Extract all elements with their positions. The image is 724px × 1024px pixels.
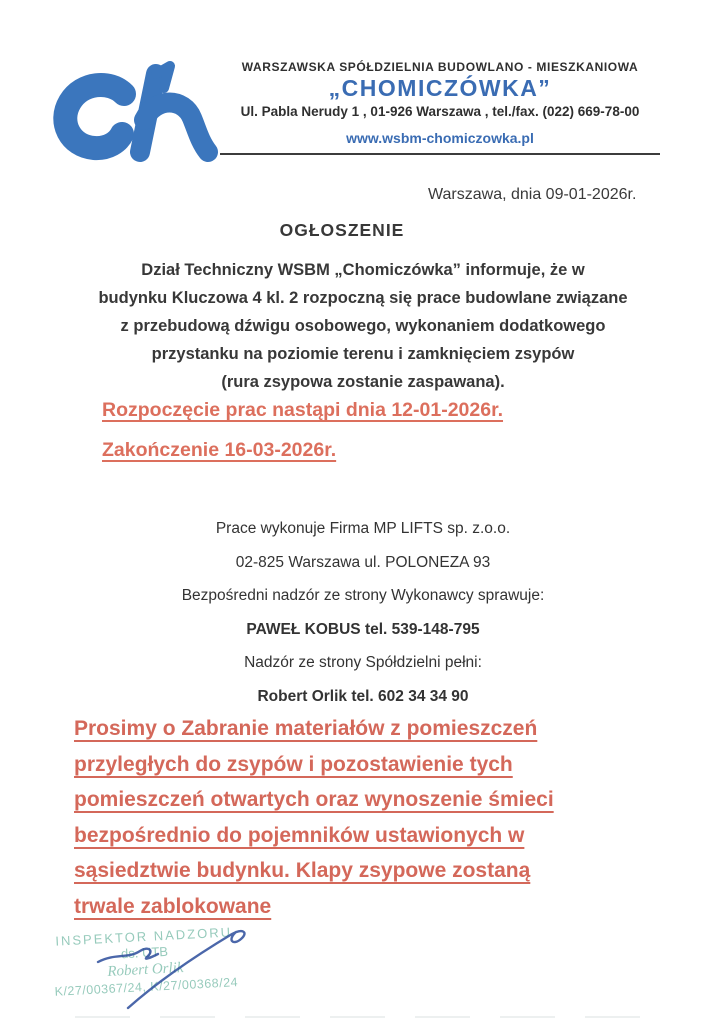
- notice-line: trwale zablokowane: [74, 894, 272, 918]
- contractor-line: Bezpośredni nadzór ze strony Wykonawcy sprawuje:: [181, 587, 545, 604]
- stamp-name-line: Robert Orlik: [106, 960, 184, 980]
- intro-line: budynku Kluczowa 4 kl. 2 rozpoczną się prace budowlane związane: [98, 289, 628, 307]
- document-title: OGŁOSZENIE: [279, 220, 405, 240]
- works-start-date-line: Rozpoczęcie prac nastąpi dnia 12-01-2026r.: [102, 399, 504, 421]
- notice-line: pomieszczeń otwartych oraz wynoszenie śmieci: [74, 788, 554, 811]
- org-name: „CHOMICZÓWKA”: [328, 75, 552, 101]
- contractor-supervisor-line: PAWEŁ KOBUS tel. 539-148-795: [246, 620, 480, 638]
- dateline: Warszawa, dnia 09-01-2026r.: [428, 186, 637, 203]
- intro-line: z przebudową dźwigu osobowego, wykonaniem dodatkowego: [120, 317, 606, 335]
- notice-line: Prosimy o Zabranie materiałów z pomieszczeń: [74, 717, 538, 740]
- handwritten-signature: [70, 912, 290, 1020]
- stamp-role-line: INSPEKTOR NADZORU: [55, 924, 233, 949]
- letterhead: [220, 60, 660, 155]
- org-address: Ul. Pabla Nerudy 1 , 01-926 Warszawa , tel./fax. (022) 669-78-00: [240, 104, 640, 119]
- intro-line: Dział Techniczny WSBM „Chomiczówka” informuje, że w: [141, 261, 585, 279]
- coop-supervisor-line: Robert Orlik tel. 602 34 34 90: [257, 687, 469, 705]
- stamp-license-numbers: K/27/00367/24, K/27/00368/24: [54, 975, 239, 999]
- contractor-line: Nadzór ze strony Spółdzielni pełni:: [244, 654, 482, 671]
- chomiczowka-ch-logo-icon: [52, 58, 220, 170]
- org-website-link[interactable]: www.wsbm-chomiczowka.pl: [346, 130, 534, 146]
- notice-line: bezpośrednio do pojemników ustawionych w: [74, 823, 525, 847]
- header-divider: [220, 153, 660, 155]
- notice-line: sąsiedztwie budynku. Klapy zsypowe zostaną: [74, 859, 531, 882]
- intro-line: przystanku na poziomie terenu i zamknięciem zsypów: [151, 345, 575, 363]
- contractor-info-block: [60, 512, 666, 713]
- scan-artifact-line: [75, 1016, 650, 1018]
- intro-paragraph: [60, 256, 666, 396]
- notice-line: przyległych do zsypów i pozostawienie tych: [74, 752, 513, 776]
- org-type-line: WARSZAWSKA SPÓŁDZIELNIA BUDOWLANO - MIESZKANIOWA: [241, 60, 639, 74]
- contractor-line: Prace wykonuje Firma MP LIFTS sp. z.o.o.: [215, 520, 511, 537]
- works-end-date-line: Zakończenie 16-03-2026r.: [102, 439, 337, 461]
- resident-notice-paragraph: [74, 711, 664, 924]
- stamp-dept-line: ds. UTB: [120, 943, 169, 962]
- contractor-line: 02-825 Warszawa ul. POLONEZA 93: [235, 553, 491, 571]
- intro-line: (rura zsypowa zostanie zaspawana).: [221, 373, 505, 391]
